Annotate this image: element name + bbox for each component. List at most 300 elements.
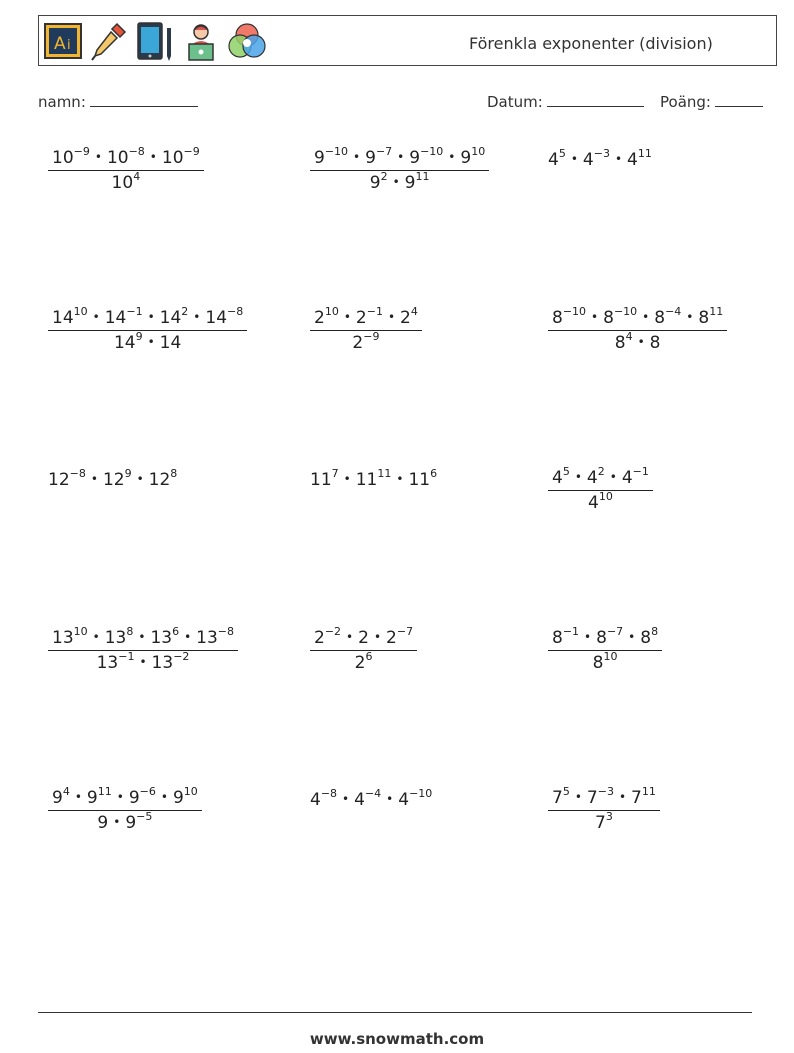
denominator: [548, 330, 727, 353]
term-exponent: 2: [181, 305, 189, 318]
term-exponent: −9: [363, 330, 380, 343]
multiply-operator: •: [92, 310, 100, 324]
term-exponent: −10: [409, 787, 433, 800]
term-base: 9: [52, 788, 63, 808]
power-term: [161, 145, 200, 168]
multiply-operator: •: [136, 472, 144, 486]
power-term: [627, 147, 652, 170]
term-base: 2: [400, 308, 411, 328]
term-exponent: −10: [562, 305, 587, 318]
term-base: 2: [354, 653, 366, 673]
denominator: [548, 650, 662, 673]
problem-12: [548, 625, 662, 673]
multiply-operator: •: [193, 310, 201, 324]
term-base: 4: [354, 790, 365, 810]
term-exponent: 10: [471, 145, 486, 158]
designer-icon: [181, 20, 221, 62]
illustrator-icon: [43, 20, 83, 62]
multiply-operator: •: [90, 472, 98, 486]
name-blank[interactable]: [90, 92, 198, 107]
term-base: 2: [314, 628, 325, 648]
multiply-operator: •: [574, 790, 582, 804]
term-base: 4: [398, 790, 410, 810]
multiply-operator: •: [570, 152, 578, 166]
term-exponent: −9: [73, 145, 90, 158]
term-base: 8: [552, 308, 563, 328]
multiply-operator: •: [92, 630, 100, 644]
term-base: 9: [460, 148, 472, 168]
term-exponent: 6: [430, 467, 438, 480]
power-term: [552, 785, 570, 808]
term-exponent: −1: [632, 465, 649, 478]
denominator: [48, 170, 204, 193]
term-exponent: −1: [366, 305, 383, 318]
term-exponent: −7: [396, 625, 414, 638]
multiply-operator: •: [637, 335, 645, 349]
problem-2: [310, 145, 489, 193]
score-field[interactable]: [660, 92, 763, 111]
denominator: [548, 490, 653, 513]
score-blank[interactable]: [715, 92, 763, 107]
term-exponent: −7: [375, 145, 393, 158]
term-exponent: −8: [227, 305, 244, 318]
term-base: 9: [86, 788, 98, 808]
term-exponent: 2: [380, 170, 388, 183]
power-term: [48, 467, 86, 490]
name-label: namn:: [38, 93, 86, 111]
power-term: [654, 305, 682, 328]
term-base: 11: [310, 470, 332, 490]
multiply-operator: •: [642, 310, 650, 324]
power-term: [603, 305, 638, 328]
term-exponent: −10: [420, 145, 444, 158]
power-term: [113, 330, 143, 353]
term-exponent: −1: [126, 305, 143, 318]
term-base: 8: [592, 653, 604, 673]
term-base: 2: [352, 333, 364, 353]
term-exponent: 6: [365, 650, 373, 663]
numerator: [310, 625, 417, 650]
power-term: [369, 170, 388, 193]
power-term: [196, 625, 235, 648]
power-term: [386, 625, 414, 648]
term-exponent: 10: [324, 305, 339, 318]
fraction: [310, 625, 417, 673]
problem-10: [48, 625, 238, 673]
term-base: 7: [552, 788, 563, 808]
power-term: [552, 465, 570, 488]
term-exponent: −9: [183, 145, 200, 158]
multiply-operator: •: [139, 655, 147, 669]
term-base: 12: [48, 470, 70, 490]
term-base: 11: [408, 470, 431, 490]
term-exponent: 10: [73, 625, 88, 638]
fraction: [48, 785, 202, 833]
multiply-operator: •: [147, 310, 155, 324]
term-exponent: 6: [172, 625, 180, 638]
problem-14: [310, 787, 433, 810]
numerator: [548, 305, 727, 330]
power-term: [586, 465, 605, 488]
term-exponent: 11: [97, 785, 112, 798]
multiply-operator: •: [343, 310, 351, 324]
denominator: [548, 810, 660, 833]
multiply-operator: •: [373, 630, 382, 644]
power-term: [314, 145, 349, 168]
term-base: 2: [314, 308, 325, 328]
term-base: 14: [52, 308, 74, 328]
worksheet-header: [38, 15, 777, 66]
power-term: [355, 305, 383, 328]
multiply-operator: •: [591, 310, 599, 324]
svg-text:i: i: [67, 38, 71, 53]
term-base: 9: [172, 788, 184, 808]
term-base: 13: [150, 628, 173, 648]
date-blank[interactable]: [547, 92, 644, 107]
term-base: 9: [409, 148, 421, 168]
denominator: [48, 810, 202, 833]
term-base: 7: [631, 788, 642, 808]
power-term: [552, 625, 580, 648]
problem-9: [548, 465, 653, 513]
multiply-operator: •: [138, 630, 146, 644]
problem-7: [48, 467, 178, 490]
term-base: 2: [386, 628, 397, 648]
svg-text:A: A: [54, 34, 66, 54]
term-exponent: −8: [320, 787, 338, 800]
multiply-operator: •: [94, 150, 102, 164]
term-exponent: 5: [558, 147, 566, 160]
term-exponent: 11: [377, 467, 392, 480]
header-icons: [43, 20, 267, 62]
power-term: [104, 625, 134, 648]
power-term: [582, 147, 610, 170]
multiply-operator: •: [149, 150, 157, 164]
power-term: [102, 467, 132, 490]
denominator: [310, 650, 417, 673]
multiply-operator: •: [147, 335, 155, 349]
power-term: [310, 467, 339, 490]
term-base: 13: [52, 628, 74, 648]
power-term: [352, 330, 380, 353]
multiply-operator: •: [618, 790, 627, 804]
power-term: [96, 650, 135, 673]
term-base: 2: [358, 628, 369, 648]
term-base: 14: [113, 333, 136, 353]
power-term: [698, 305, 724, 328]
multiply-operator: •: [116, 790, 124, 804]
multiply-operator: •: [574, 470, 582, 484]
power-term: [52, 145, 90, 168]
term-exponent: −10: [613, 305, 638, 318]
power-term: [111, 170, 141, 193]
power-term: [310, 787, 338, 810]
multiply-operator: •: [353, 150, 361, 164]
problem-5: [310, 305, 422, 353]
term-base: 4: [310, 790, 321, 810]
problem-6: [548, 305, 727, 353]
term-exponent: −1: [118, 650, 135, 663]
term-exponent: −5: [136, 810, 153, 823]
term-base: 10: [52, 148, 74, 168]
term-exponent: 7: [331, 467, 339, 480]
term-exponent: 8: [651, 625, 659, 638]
term-exponent: 2: [597, 465, 605, 478]
power-term: [97, 813, 108, 833]
term-exponent: 4: [625, 330, 633, 343]
color-picker-icon: [89, 20, 129, 62]
term-exponent: 11: [709, 305, 724, 318]
multiply-operator: •: [387, 310, 396, 324]
power-term: [52, 785, 70, 808]
term-base: 9: [404, 173, 416, 193]
term-base: 14: [205, 308, 228, 328]
power-term: [150, 625, 180, 648]
multiply-operator: •: [396, 472, 404, 486]
power-term: [404, 170, 430, 193]
multiply-operator: •: [74, 790, 82, 804]
term-exponent: 3: [605, 810, 613, 823]
problem-4: [48, 305, 247, 353]
power-term: [408, 467, 438, 490]
term-exponent: −2: [324, 625, 342, 638]
multiply-operator: •: [448, 150, 456, 164]
denominator: [310, 170, 489, 193]
multiply-operator: •: [343, 472, 351, 486]
problem-3: [548, 147, 652, 170]
name-field[interactable]: [38, 92, 198, 111]
power-term: [151, 650, 190, 673]
term-exponent: 9: [124, 467, 132, 480]
term-exponent: 4: [133, 170, 141, 183]
term-base: 12: [148, 470, 171, 490]
multiply-operator: •: [609, 470, 617, 484]
term-exponent: 11: [415, 170, 430, 183]
numerator: [48, 305, 247, 330]
term-base: 10: [111, 173, 134, 193]
multiply-operator: •: [184, 630, 192, 644]
term-base: 8: [654, 308, 666, 328]
worksheet-title: Förenkla exponenter (division): [469, 34, 713, 53]
power-term: [614, 330, 633, 353]
problem-8: [310, 467, 438, 490]
date-field[interactable]: [487, 92, 644, 111]
term-base: 4: [588, 493, 599, 513]
power-term: [631, 785, 656, 808]
term-base: 9: [125, 813, 137, 833]
power-term: [409, 145, 444, 168]
power-term: [400, 305, 418, 328]
term-base: 8: [614, 333, 626, 353]
date-label: Datum:: [487, 93, 543, 111]
power-term: [314, 625, 342, 648]
power-term: [354, 650, 373, 673]
multiply-operator: •: [346, 630, 354, 644]
power-term: [354, 787, 382, 810]
multiply-operator: •: [628, 630, 636, 644]
term-exponent: 5: [562, 465, 570, 478]
power-term: [148, 467, 178, 490]
power-term: [365, 145, 393, 168]
multiply-operator: •: [614, 152, 623, 166]
term-exponent: 8: [170, 467, 178, 480]
footer-divider: [38, 1012, 752, 1013]
power-term: [160, 333, 182, 353]
term-base: 14: [159, 308, 182, 328]
power-term: [650, 333, 661, 353]
power-term: [52, 305, 88, 328]
term-base: 13: [196, 628, 218, 648]
term-base: 13: [151, 653, 174, 673]
fraction: [48, 625, 238, 673]
power-term: [125, 810, 153, 833]
term-base: 8: [698, 308, 710, 328]
power-term: [52, 625, 88, 648]
denominator: [48, 330, 247, 353]
power-term: [596, 625, 624, 648]
term-base: 10: [161, 148, 184, 168]
multiply-operator: •: [342, 792, 350, 806]
fraction: [48, 145, 204, 193]
term-base: 7: [586, 788, 598, 808]
term-base: 8: [596, 628, 607, 648]
power-term: [355, 467, 392, 490]
numerator: [48, 625, 238, 650]
power-term: [86, 785, 112, 808]
term-exponent: 10: [73, 305, 88, 318]
term-exponent: −3: [597, 785, 614, 798]
term-exponent: −2: [173, 650, 190, 663]
power-term: [106, 145, 145, 168]
fraction: [310, 145, 489, 193]
term-base: 4: [582, 150, 594, 170]
term-base: 9: [365, 148, 376, 168]
term-base: 14: [104, 308, 127, 328]
power-term: [398, 787, 433, 810]
power-term: [159, 305, 189, 328]
problem-1: [48, 145, 204, 193]
term-exponent: −7: [606, 625, 624, 638]
multiply-operator: •: [397, 150, 405, 164]
fraction: [548, 785, 660, 833]
term-base: 8: [603, 308, 614, 328]
fraction: [548, 465, 653, 513]
fraction: [310, 305, 422, 353]
term-base: 9: [97, 813, 109, 833]
term-base: 9: [128, 788, 140, 808]
term-exponent: 9: [135, 330, 143, 343]
power-term: [358, 628, 369, 648]
denominator: [310, 330, 422, 353]
power-term: [588, 490, 613, 513]
term-base: 13: [104, 628, 127, 648]
power-term: [460, 145, 486, 168]
footer-url: www.snowmath.com: [309, 1030, 485, 1048]
multiply-operator: •: [113, 815, 121, 829]
multiply-operator: •: [386, 792, 394, 806]
term-base: 8: [640, 628, 652, 648]
term-exponent: 11: [637, 147, 652, 160]
problem-15: [548, 785, 660, 833]
power-term: [128, 785, 156, 808]
term-base: 8: [649, 333, 661, 353]
color-wheel-icon: [227, 20, 267, 62]
term-exponent: −4: [364, 787, 382, 800]
multiply-operator: •: [584, 630, 592, 644]
term-base: 13: [96, 653, 119, 673]
power-term: [205, 305, 244, 328]
term-base: 4: [548, 150, 559, 170]
power-term: [548, 147, 566, 170]
term-exponent: −6: [139, 785, 156, 798]
term-exponent: 11: [641, 785, 656, 798]
term-exponent: 5: [562, 785, 570, 798]
term-base: 11: [355, 470, 378, 490]
multiply-operator: •: [160, 790, 168, 804]
problem-13: [48, 785, 202, 833]
fraction: [48, 305, 247, 353]
term-exponent: 10: [183, 785, 198, 798]
power-term: [104, 305, 143, 328]
power-term: [621, 465, 649, 488]
numerator: [310, 305, 422, 330]
multiply-operator: •: [686, 310, 694, 324]
term-exponent: −8: [217, 625, 235, 638]
term-exponent: −1: [562, 625, 580, 638]
numerator: [48, 145, 204, 170]
score-label: Poäng:: [660, 93, 711, 111]
problem-11: [310, 625, 417, 673]
term-exponent: −8: [128, 145, 145, 158]
numerator: [548, 625, 662, 650]
numerator: [310, 145, 489, 170]
term-exponent: 10: [603, 650, 618, 663]
tablet-pen-icon: [135, 20, 175, 62]
term-exponent: −10: [324, 145, 349, 158]
term-base: 4: [621, 468, 633, 488]
fraction: [548, 625, 662, 673]
term-base: 12: [102, 470, 125, 490]
term-base: 4: [627, 150, 638, 170]
term-exponent: 8: [126, 625, 134, 638]
term-base: 9: [369, 173, 381, 193]
term-base: 4: [552, 468, 563, 488]
term-exponent: 10: [598, 490, 613, 503]
term-exponent: −4: [665, 305, 682, 318]
power-term: [172, 785, 198, 808]
multiply-operator: •: [392, 175, 400, 189]
term-base: 9: [314, 148, 325, 168]
term-base: 2: [355, 308, 367, 328]
numerator: [548, 785, 660, 810]
term-exponent: 4: [410, 305, 418, 318]
term-base: 4: [586, 468, 598, 488]
term-exponent: −8: [69, 467, 86, 480]
term-base: 10: [106, 148, 129, 168]
power-term: [640, 625, 659, 648]
power-term: [586, 785, 614, 808]
power-term: [595, 810, 613, 833]
power-term: [314, 305, 339, 328]
term-base: 8: [552, 628, 563, 648]
power-term: [592, 650, 618, 673]
term-exponent: −3: [593, 147, 610, 160]
numerator: [548, 465, 653, 490]
term-base: 7: [595, 813, 606, 833]
fraction: [548, 305, 727, 353]
denominator: [48, 650, 238, 673]
term-base: 14: [159, 333, 182, 353]
